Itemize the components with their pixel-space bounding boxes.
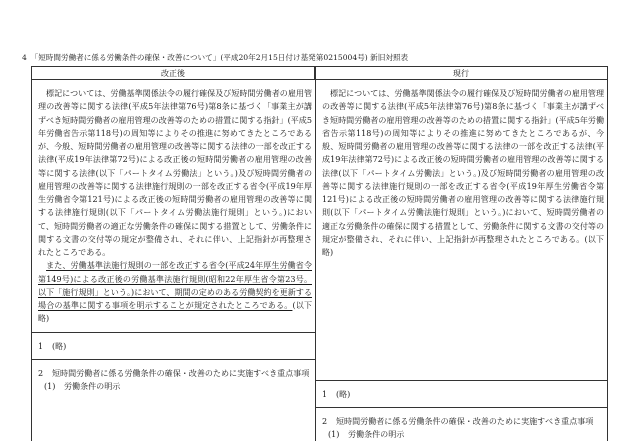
revised-main-paragraph (32, 80, 315, 259)
revised-column (32, 80, 315, 441)
revised-amend-suffix: (以下略) (38, 301, 312, 324)
current-item-2-number: 2 (322, 417, 328, 426)
revised-item-2-1-number: (1) (44, 381, 56, 391)
revised-amend-text: また、労働基準法施行規則の一部を改正する省令(平成24年厚生労働省令第149号)による改正後の労働基準法施行規則(昭和22年厚生省令第23号。以下「施行規則」という。)において、期間の定めのある労働契約を更新する場合の基準に関する事項を明示することが規定されたところである。 (38, 261, 312, 310)
current-lower (316, 380, 607, 441)
revised-amend-paragraph (32, 259, 315, 325)
header-revised: 改正後 (32, 67, 315, 80)
document-title: 4 「短時間労働者に係る労働条件の確保・改善について」(平成20年2月15日付け基発第0215004号) 新旧対照表 (22, 53, 409, 62)
revised-item-1 (32, 333, 315, 353)
current-item-1 (316, 381, 607, 401)
header-current: 現行 (315, 67, 607, 80)
revised-item-2-1-text: 労働条件の明示 (64, 381, 121, 391)
current-item-2 (316, 408, 607, 428)
current-item-2-text: 短時間労働者に係る労働条件の確保・改善のために実施すべき重点事項 (336, 417, 594, 426)
current-item-2-1-text: 労働条件の明示 (348, 430, 405, 439)
revised-item-2-1 (32, 380, 315, 393)
current-item-1-text: (略) (336, 390, 351, 399)
current-main-text: 標記については、労働基準関係法令の履行確保及び短時間労働者の雇用管理の改善等に関する法律(平成5年法律第76号)第8条に基づく「事業主が講ずべき短時間労働者の雇用管理の改善等のための措置に関する指針」(平成5年労働省告示第118号)の周知等によりその推進に努めてきたところであるが、今般、短時間労働者の雇用管理の改善等に関する法律の一部を改正する法律(平成19年法律第72号)による改正後の短時間労働者の雇用管理の改善等に関する法律(以下「パートタイム労働法」という。)及び短時間労働者の雇用管理の改善等に関する法律施行規則の一部を改正する省令(平成19年厚生労働省令第121号)による改正後の短時間労働者の雇用管理の改善等に関する法律施行規則(以下「パートタイム労働法施行規則」という。)において、短時間労働者の適正な労働条件の確保に関する措置として、労働条件に関する文書の交付等の規定が整備され、それに伴い、上記指針が再整理されたところである。(以下略) (322, 89, 604, 257)
revised-item-2-number: 2 (38, 368, 44, 378)
revised-item-1-text: (略) (52, 341, 67, 351)
current-item-1-number: 1 (322, 390, 328, 399)
comparison-table (31, 66, 608, 441)
revised-item-2 (32, 360, 315, 380)
current-item-2-1 (316, 428, 607, 441)
current-main-paragraph (316, 80, 607, 259)
revised-item-1-number: 1 (38, 341, 44, 351)
current-item-2-1-number: (1) (328, 430, 340, 439)
revised-main-text: 標記については、労働基準関係法令の履行確保及び短時間労働者の雇用管理の改善等に関する法律(平成5年法律第76号)第8条に基づく「事業主が講ずべき短時間労働者の雇用管理の改善等のための措置に関する指針」(平成5年労働省告示第118号)の周知等によりその推進に努めてきたところであるが、今般、短時間労働者の雇用管理の改善等に関する法律の一部を改正する法律(平成19年法律第72号)による改正後の短時間労働者の雇用管理の改善等に関する法律(以下「パートタイム労働法」という。)及び短時間労働者の雇用管理の改善等に関する法律施行規則の一部を改正する省令(平成19年厚生労働省令第121号)による改正後の短時間労働者の雇用管理の改善等に関する法律施行規則(以下「パートタイム労働法施行規則」という。)において、短時間労働者の適正な労働条件の確保に関する措置として、労働条件に関する文書の交付等の規定が整備され、それに伴い、上記指針が再整理されたところである。 (38, 89, 312, 257)
revised-item-2-text: 短時間労働者に係る労働条件の確保・改善のために実施すべき重点事項 (52, 368, 310, 378)
